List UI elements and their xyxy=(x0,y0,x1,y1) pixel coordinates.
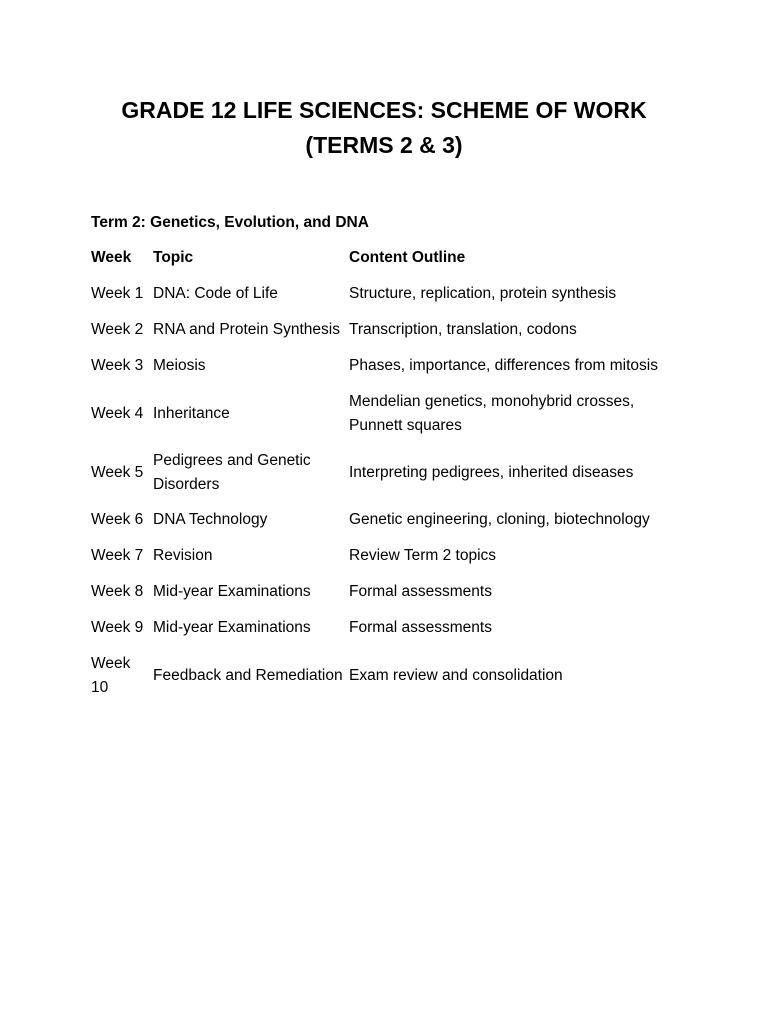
title-line-1: GRADE 12 LIFE SCIENCES: SCHEME OF WORK xyxy=(121,97,647,123)
cell-content: Interpreting pedigrees, inherited diseases xyxy=(349,463,634,481)
table-row xyxy=(88,276,682,312)
header-week: Week xyxy=(91,249,132,267)
table-row xyxy=(88,610,682,646)
header-topic: Topic xyxy=(153,249,194,267)
term-heading: Term 2: Genetics, Evolution, and DNA xyxy=(91,214,369,231)
cell-topic: Meiosis xyxy=(153,357,206,375)
cell-content: Formal assessments xyxy=(349,583,492,601)
cell-week: Week 9 xyxy=(91,619,144,637)
table-row xyxy=(88,348,682,384)
cell-week: Week 7 xyxy=(91,547,144,565)
cell-week: Week 2 xyxy=(91,321,144,339)
cell-topic: DNA Technology xyxy=(153,511,268,529)
scheme-of-work-table xyxy=(88,240,682,705)
cell-content: Phases, importance, differences from mitosis xyxy=(349,357,658,375)
cell-topic: Feedback and Remediation xyxy=(153,666,343,684)
cell-content: Exam review and consolidation xyxy=(349,666,563,684)
document-title xyxy=(0,93,768,163)
header-content-outline: Content Outline xyxy=(349,249,466,267)
title-line-2: (TERMS 2 & 3) xyxy=(305,132,463,158)
table-row xyxy=(88,312,682,348)
cell-content: Formal assessments xyxy=(349,619,492,637)
cell-topic: Mid-year Examinations xyxy=(153,583,311,601)
cell-topic: Mid-year Examinations xyxy=(153,619,311,637)
table-row xyxy=(88,502,682,538)
cell-topic: Inheritance xyxy=(153,404,230,422)
cell-topic: DNA: Code of Life xyxy=(153,285,278,303)
cell-week: Week 3 xyxy=(91,357,144,375)
cell-week: Week 6 xyxy=(91,511,144,529)
table-row xyxy=(88,443,682,502)
table-row xyxy=(88,574,682,610)
cell-week: Week 8 xyxy=(91,583,144,601)
table-header-row xyxy=(88,240,682,276)
cell-week: Week 1 xyxy=(91,285,144,303)
cell-content: Mendelian genetics, monohybrid crosses, Punnett squares xyxy=(349,393,635,434)
cell-week: Week 10 xyxy=(91,655,131,696)
table-row xyxy=(88,384,682,443)
cell-content: Review Term 2 topics xyxy=(349,547,497,565)
table-row xyxy=(88,646,682,705)
cell-topic: RNA and Protein Synthesis xyxy=(153,321,340,339)
cell-content: Structure, replication, protein synthesis xyxy=(349,285,617,303)
cell-week: Week 5 xyxy=(91,463,144,481)
cell-topic: Pedigrees and Genetic Disorders xyxy=(153,452,311,493)
table-row xyxy=(88,538,682,574)
cell-content: Transcription, translation, codons xyxy=(349,321,577,339)
cell-content: Genetic engineering, cloning, biotechnology xyxy=(349,511,650,529)
cell-week: Week 4 xyxy=(91,404,144,422)
cell-topic: Revision xyxy=(153,547,213,565)
